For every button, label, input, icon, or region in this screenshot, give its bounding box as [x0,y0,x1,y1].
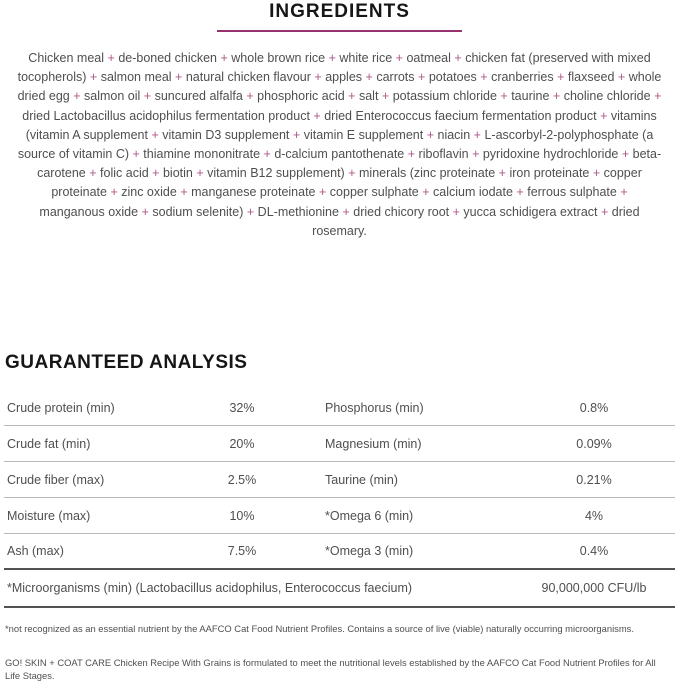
ingredient-item: pyridoxine hydrochloride [482,147,619,162]
ingredient-separator: + [107,51,115,65]
ingredient-item: natural chicken flavour [185,70,311,85]
ingredient-item: salmon oil [84,89,141,104]
ingredient-item: dried rosemary. [312,204,640,238]
ingredient-separator: + [552,89,561,104]
ingredient-separator: + [110,185,118,200]
ingredient-item: oatmeal [406,51,451,65]
ingredients-text [17,49,662,241]
ingredient-separator: + [89,70,98,85]
ingredient-separator: + [654,89,662,104]
ingredient-separator: + [418,70,426,85]
ingredient-separator: + [426,127,435,142]
ingredient-item: copper proteinate [51,166,642,200]
ingredient-item: iron proteinate [509,166,590,181]
table-row [4,462,675,498]
ingredient-separator: + [620,185,628,200]
ingredient-item: chicken fat (preserved with mixed tocopherols) [17,51,651,85]
ingredient-separator: + [246,89,254,104]
ingredient-item: yucca schidigera extract [463,204,598,219]
row-left-label: Moisture (max) [7,508,91,523]
ingredient-separator: + [600,204,609,219]
ingredient-item: thiamine mononitrate [143,147,261,162]
ingredient-separator: + [473,127,481,142]
ingredient-separator: + [342,204,350,219]
row-left-value: 7.5% [227,544,257,558]
ingredient-separator: + [480,70,488,85]
ingredient-separator: + [292,127,301,142]
ingredient-item: manganous oxide [39,204,139,219]
ingredient-separator: + [395,51,403,65]
ingredient-item: carrots [376,70,415,85]
ingredient-item: whole brown rice [231,51,326,65]
ingredient-separator: + [592,166,601,181]
ingredient-item: vitamin D3 supplement [162,127,290,142]
ingredient-item: L-ascorbyl-2-polyphosphate (a source of vitamin C) [17,127,654,162]
row-right-value: 0.4% [579,544,609,558]
ingredient-separator: + [141,204,149,219]
ingredient-item: calcium iodate [433,185,513,200]
title-underline-divider [217,30,462,32]
ingredient-item: manganese proteinate [191,185,316,200]
ingredient-separator: + [407,147,416,162]
ingredient-separator: + [621,147,630,162]
ingredients-title: INGREDIENTS [269,1,410,22]
ingredient-item: copper sulphate [329,185,419,200]
ingredient-separator: + [73,89,81,104]
row-right-value: 0.8% [579,400,609,415]
row-left-label: Crude fat (min) [7,436,91,451]
ingredient-item: vitamin B12 supplement) [207,166,345,181]
ingredient-item: sodium selenite) [152,204,244,219]
ingredient-separator: + [180,185,188,200]
row-right-value: 4% [584,508,604,523]
ingredient-item: suncured alfalfa [154,89,243,104]
row-left-label: Crude fiber (max) [7,472,105,487]
table-row [4,390,675,426]
ingredient-item: salt [358,89,379,104]
ingredient-item: Chicken meal [28,51,105,65]
ingredient-separator: + [454,51,462,65]
ingredient-item: zinc oxide [121,185,177,200]
row-right-label: Phosphorus (min) [325,400,424,415]
ingredient-separator: + [263,147,271,162]
ingredient-item: cranberries [491,70,554,85]
ingredient-separator: + [516,185,524,200]
ingredient-separator: + [452,204,460,219]
ingredient-item: ferrous sulphate [527,185,617,200]
microorganisms-value: 90,000,000 CFU/lb [541,581,647,595]
ingredient-separator: + [152,166,160,181]
footnote-asterisk: *not recognized as an essential nutrient by the AAFCO Cat Food Nutrient Profiles. Contains a source of live (viable) naturally occurring microorganisms. [5,623,634,634]
ingredient-separator: + [328,51,336,65]
ingredient-separator: + [151,127,159,142]
row-left-value: 32% [229,400,255,415]
ingredient-separator: + [220,51,228,65]
row-right-label: Taurine (min) [325,472,398,487]
ingredient-separator: + [89,166,97,181]
ingredient-separator: + [422,185,430,200]
row-right-label: *Omega 3 (min) [325,544,414,558]
table-row [4,498,675,534]
ingredient-separator: + [365,70,373,85]
ingredient-separator: + [348,89,356,104]
ingredient-item: biotin [162,166,193,181]
ingredient-separator: + [314,70,322,85]
analysis-title: GUARANTEED ANALYSIS [5,352,248,373]
ingredient-separator: + [600,108,608,123]
ingredient-item: apples [325,70,363,85]
row-left-label: Ash (max) [7,544,64,558]
ingredient-item: beta-carotene [37,147,662,181]
row-left-value: 20% [229,436,255,451]
ingredient-item: niacin [437,127,471,142]
ingredient-item: vitamin E supplement [303,127,424,142]
ingredient-separator: + [472,147,480,162]
row-left-label: Crude protein (min) [7,400,115,415]
ingredient-separator: + [196,166,204,181]
ingredient-separator: + [617,70,626,85]
ingredient-separator: + [500,89,508,104]
ingredient-item: dried Enterococcus faecium fermentation product [324,108,597,123]
row-left-value: 2.5% [227,472,257,487]
ingredient-item: white rice [339,51,393,65]
ingredient-separator: + [381,89,390,104]
ingredient-item: folic acid [100,166,149,181]
row-right-value: 0.21% [576,472,612,487]
ingredient-separator: + [348,166,356,181]
ingredient-separator: + [132,147,140,162]
ingredient-separator: + [143,89,152,104]
table-row [4,534,675,570]
ingredient-item: potatoes [428,70,477,85]
ingredient-item: phosphoric acid [257,89,345,104]
ingredient-separator: + [175,70,183,85]
ingredient-item: choline chloride [563,89,651,104]
ingredient-item: potassium chloride [392,89,497,104]
row-left-value: 10% [229,508,255,523]
ingredient-item: flaxseed [567,70,615,85]
ingredient-separator: + [313,108,321,123]
ingredient-item: dried chicory root [353,204,450,219]
ingredient-item: riboflavin [418,147,469,162]
ingredient-item: DL-methionine [257,204,339,219]
ingredient-item: de-boned chicken [118,51,217,65]
ingredient-separator: + [246,204,255,219]
aafco-statement: GO! SKIN + COAT CARE Chicken Recipe With Grains is formulated to meet the nutritional levels established by the AAFCO Cat Food Nutrient Profiles for All Life Stages. [5,657,656,681]
ingredient-separator: + [557,70,565,85]
analysis-table [4,390,675,608]
ingredient-item: vitamins (vitamin A supplement [25,108,657,142]
ingredient-item: whole dried egg [17,70,662,104]
table-row [4,426,675,462]
ingredient-item: minerals (zinc proteinate [359,166,496,181]
ingredient-item: salmon meal [100,70,172,85]
microorganisms-label: *Microorganisms (min) (Lactobacillus acidophilus, Enterococcus faecium) [7,581,413,595]
ingredient-separator: + [319,185,327,200]
row-right-value: 0.09% [576,436,612,451]
row-right-label: Magnesium (min) [325,436,422,451]
row-right-label: *Omega 6 (min) [325,508,414,523]
ingredient-item: d-calcium pantothenate [274,147,405,162]
ingredient-separator: + [498,166,506,181]
ingredient-item: dried Lactobacillus acidophilus fermentation product [22,108,310,123]
microorganisms-row [4,570,675,608]
ingredient-item: taurine [511,89,550,104]
